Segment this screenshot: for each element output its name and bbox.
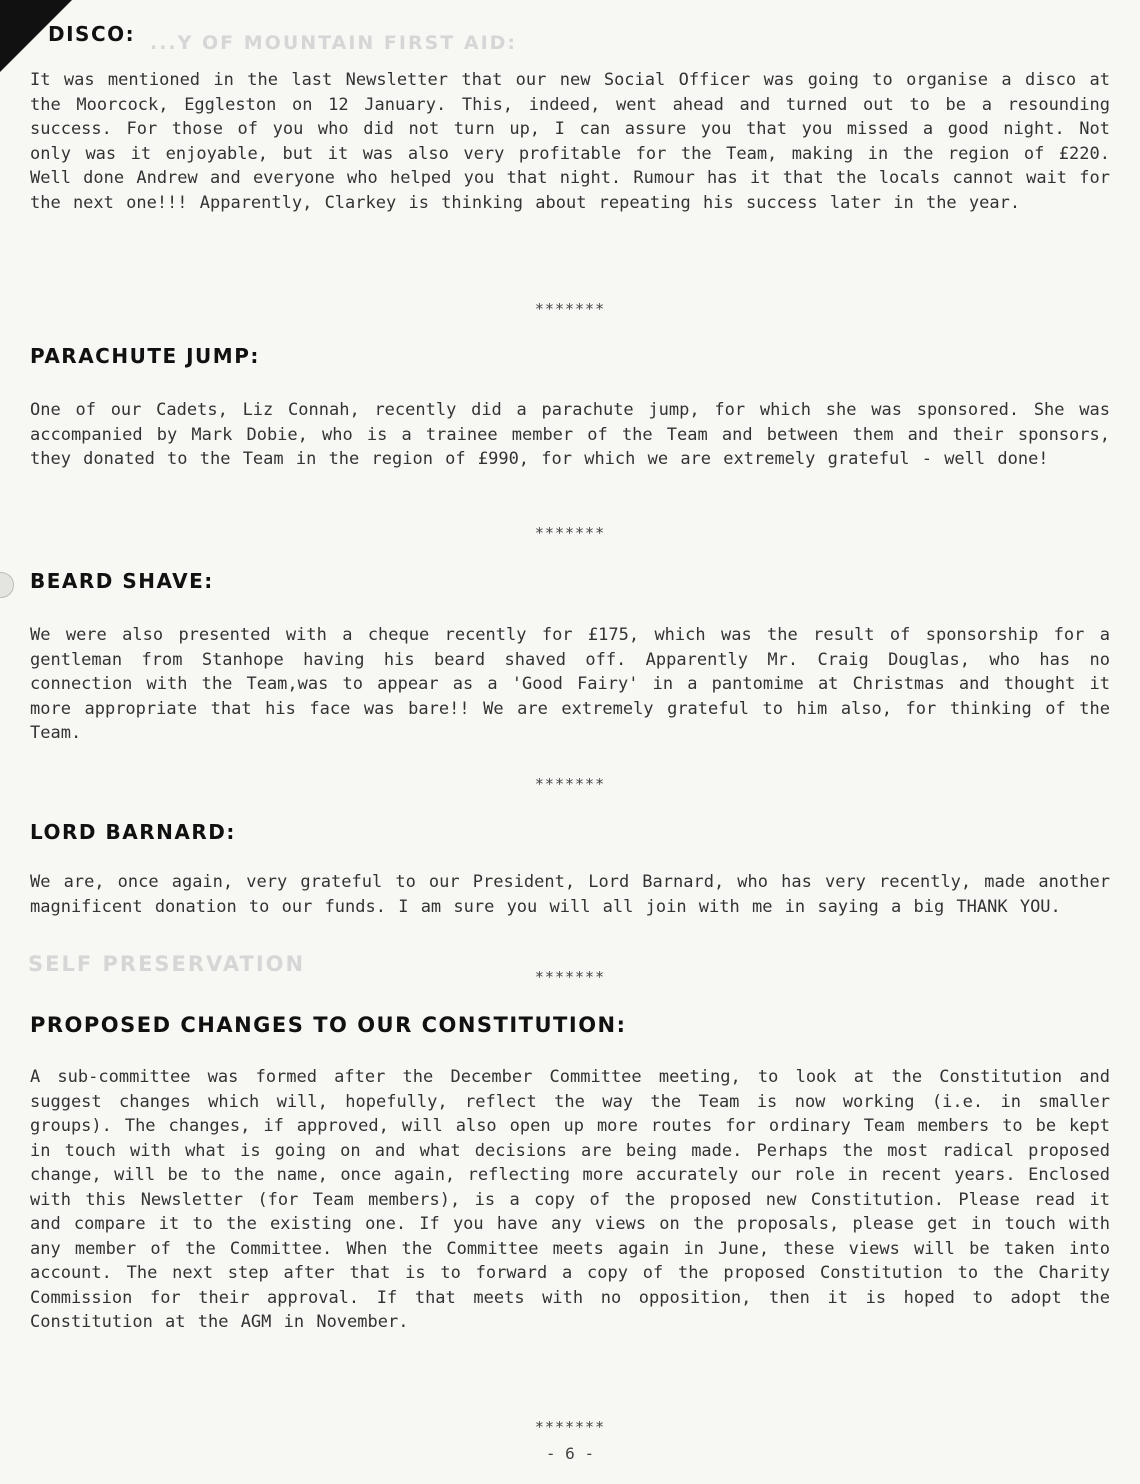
heading-lord-barnard: LORD BARNARD: (30, 820, 236, 844)
body-beard-shave: We were also presented with a cheque recently for £175, which was the result of sponsorship for a gentleman from Stanhope having his beard shaved off. Apparently Mr. Craig Douglas, who has no connection with the Team,was to appear as a 'Good Fairy' in a pantomime at Christmas and thought it more appropriate that his face was bare!! We are extremely grateful to him also, for thinking of the Team. (30, 625, 1110, 743)
page-number: - 6 - (545, 1444, 595, 1463)
heading-constitution: PROPOSED CHANGES TO OUR CONSTITUTION: (30, 1013, 627, 1037)
heading-beard-shave: BEARD SHAVE: (30, 569, 214, 593)
section-lord-barnard (30, 820, 1110, 919)
section-beard-shave (30, 569, 1110, 746)
show-through-heading-top: ...Y OF MOUNTAIN FIRST AID: (150, 32, 518, 54)
body-parachute: One of our Cadets, Liz Connah, recently did a parachute jump, for which she was sponsored. She was accompanied by Mark Dobie, who is a trainee member of the Team and between them and their sponsors, they donated to the Team in the region of £990, for which we are extremely grateful - well done! (30, 400, 1110, 469)
separator: ******* (534, 775, 606, 793)
separator: ******* (534, 524, 606, 542)
separator: ******* (534, 1418, 606, 1436)
separator: ******* (534, 968, 606, 986)
show-through-heading-lower: SELF PRESERVATION (28, 952, 306, 976)
section-constitution (30, 1013, 1110, 1335)
body-constitution: A sub-committee was formed after the December Committee meeting, to look at the Constitution and suggest changes which will, hopefully, reflect the way the Team is now working (i.e. in smaller groups). The changes, if approved, will also open up more routes for ordinary Team members to be kept in touch with what is going on and what decisions are being made. Perhaps the most radical proposed change, will be to the name, once again, reflecting more accurately our role in recent years. Enclosed with this Newsletter (for Team members), is a copy of the proposed new Constitution. Please read it and compare it to the existing one. If you have any views on the proposals, please get in touch with any member of the Committee. When the Committee meets again in June, these views will be taken into account. The next step after that is to forward a copy of the proposed Constitution to the Charity Commission for their approval. If that meets with no opposition, then it is hoped to adopt the Constitution at the AGM in November. (30, 1067, 1110, 1332)
body-disco: It was mentioned in the last Newsletter that our new Social Officer was going to organise a disco at the Moorcock, Eggleston on 12 January. This, indeed, went ahead and turned out to be a resounding success. For those of you who did not turn up, I can assure you that you missed a good night. Not only was it enjoyable, but it was also very profitable for the Team, making in the region of £220. Well done Andrew and everyone who helped you that night. Rumour has it that the locals cannot wait for the next one!!! Apparently, Clarkey is thinking about repeating his success later in the year. (30, 70, 1110, 213)
punch-hole (0, 572, 14, 598)
body-lord-barnard: We are, once again, very grateful to our President, Lord Barnard, who has very recently, made another magnificent donation to our funds. I am sure you will all join with me in saying a big THANK YOU. (30, 872, 1110, 917)
section-disco (30, 22, 1110, 215)
heading-parachute: PARACHUTE JUMP: (30, 344, 260, 368)
separator: ******* (534, 300, 606, 318)
heading-disco: DISCO: (48, 22, 136, 46)
section-parachute (30, 344, 1110, 472)
